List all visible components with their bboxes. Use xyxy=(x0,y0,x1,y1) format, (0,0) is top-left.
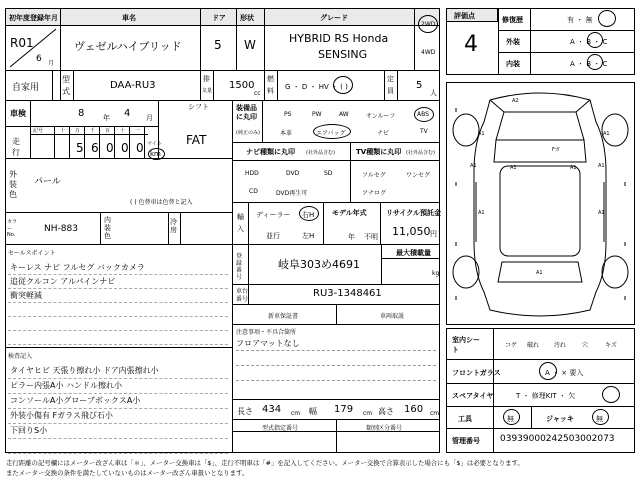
diagram-label: A1 xyxy=(570,165,577,171)
int-grade-label: 内装 xyxy=(506,60,520,68)
shift-label: シフト xyxy=(188,103,209,111)
header-first-reg: 初年度登録年月 xyxy=(9,14,58,22)
model-label-a: 型 xyxy=(62,75,70,84)
spare-options: T ・ 修理KIT ・ 欠 xyxy=(516,392,576,400)
diagram-label: A1 xyxy=(510,165,517,171)
equipment-subtitle: (純正のみ) xyxy=(236,130,260,136)
vehicle-grade-2: SENSING xyxy=(318,48,368,61)
capacity-unit: 人 xyxy=(430,89,437,97)
diagram-label: A1 xyxy=(598,163,605,169)
chassis-label-b: 番号 xyxy=(236,296,249,303)
recycle-unit: 円 xyxy=(430,230,437,238)
front-glass-label: フロントガラス xyxy=(452,369,501,377)
header-shape: 形状 xyxy=(240,14,254,22)
reg-no-label-a: 登録 xyxy=(236,253,243,267)
vehicle-displacement: 1500 xyxy=(229,80,255,91)
disp-label-b: 気量 xyxy=(202,88,213,94)
notes-title: 注意事項・不具合箇所 xyxy=(236,329,297,336)
interior-sheet-item: 汚れ xyxy=(554,342,567,349)
vehicle-model: DAA-RU3 xyxy=(110,80,156,91)
import-dealer: ディーラー xyxy=(256,211,291,219)
diagram-label: A1 xyxy=(598,210,605,216)
model-label-b: 式 xyxy=(62,87,70,96)
diagram-label: A1 xyxy=(478,131,485,137)
sales-point-line: キーレス ナビ フルセグ バックカメラ xyxy=(10,263,145,272)
tv-title: TV種類に丸印 xyxy=(356,148,402,156)
model-no-label: 型式指定番号 xyxy=(262,425,299,432)
reg-month-unit: 月 xyxy=(48,60,55,67)
inspector-title: 検査記入 xyxy=(8,353,33,360)
width-label: 幅 xyxy=(309,407,317,416)
vehicle-name: ヴェゼルハイブリッド xyxy=(74,40,182,53)
repair-circle xyxy=(598,10,616,27)
interior-sheet-label: 室内シート xyxy=(452,336,480,354)
equipment-item: PW xyxy=(312,111,322,118)
disp-label-a: 排 xyxy=(203,75,210,83)
jack-circle xyxy=(592,409,609,425)
fuel-label-a: 燃 xyxy=(267,75,274,83)
score-label: 評価点 xyxy=(454,12,475,20)
disp-unit: cc xyxy=(254,90,261,97)
inspection-month: 4 xyxy=(124,108,131,119)
color-no-label: カラーNo. xyxy=(7,219,18,238)
inspection-month-unit: 月 xyxy=(146,114,153,122)
tv-sub: (社外品含む) xyxy=(406,150,435,156)
ext-grade-circle xyxy=(587,32,603,48)
int-grade-circle xyxy=(587,54,603,70)
jack-value: 無 xyxy=(596,415,603,423)
chassis-value: RU3-1348461 xyxy=(313,288,382,299)
ext-grade-options: A ・ B ・ C xyxy=(570,38,608,46)
interior-sheet-item: キズ xyxy=(605,342,617,349)
mileage-header-4: 百 xyxy=(105,128,111,134)
color-no-value: NH-883 xyxy=(44,224,78,234)
management-label: 管理番号 xyxy=(452,437,480,445)
ext-grade-label: 外装 xyxy=(506,38,520,46)
inspector-line: タイヤヒビ 天張り擦れ小 ドア内張擦れ小 xyxy=(10,366,159,375)
mileage-header-3: 千 xyxy=(90,128,96,134)
front-glass-circle xyxy=(539,362,557,380)
model-year-title: モデル年式 xyxy=(332,209,367,217)
registration-value: 岐阜303め4691 xyxy=(278,258,360,271)
equipment-item: エアバッグ xyxy=(316,130,346,137)
car-diagram xyxy=(446,82,635,325)
equipment-item: PS xyxy=(284,111,292,118)
notes-text: フロアマットなし xyxy=(236,339,300,348)
header-name: 車名 xyxy=(122,14,136,22)
nav-item: CD xyxy=(249,188,258,195)
inspector-line: ピラー内張A小 ハンドル擦れ小 xyxy=(10,381,123,390)
interior-label: 内装色 xyxy=(104,216,111,240)
capacity-label-a: 定 xyxy=(387,75,394,83)
header-door: ドア xyxy=(212,14,226,22)
length-label: 長さ xyxy=(237,407,253,416)
height-unit: cm xyxy=(430,410,440,417)
max-load-unit: kg xyxy=(432,270,440,277)
mileage-header-6: 一 xyxy=(135,128,141,134)
vehicle-capacity: 5 xyxy=(416,80,423,91)
recycle-value: 11,050 xyxy=(392,225,431,238)
vehicle-shape: W xyxy=(244,38,256,52)
use-label: 自家用 xyxy=(12,83,40,93)
mileage-unit-top: マイル xyxy=(147,141,162,147)
fuel-label-b: 料 xyxy=(267,87,274,95)
jack-label: ジャッキ xyxy=(546,415,574,423)
diagram-label: A2 xyxy=(512,98,519,104)
import-label-a: 輸 xyxy=(237,213,244,221)
model-year-unit: 年 xyxy=(348,233,355,241)
mileage-digit-6: 0 xyxy=(136,141,144,155)
mileage-header-2: 万 xyxy=(75,128,81,134)
max-load-title: 最大積載量 xyxy=(396,249,431,257)
sales-point-line: 衝突軽減 xyxy=(10,291,42,300)
vehicle-drive: 2WD xyxy=(421,21,436,28)
exterior-color: パール xyxy=(34,177,61,187)
equipment-item: ABS xyxy=(417,111,429,118)
diagram-label: A1 xyxy=(536,270,543,276)
footer-line-1: 走行距離の記号欄にはメーター改ざん車は「＊」、メーター交換車は「$」、走行不明車は「#」を記入してください。メーター交換で合算表示した場合にも「$」は必要となります。 xyxy=(6,459,524,467)
interior-sheet-item: 穴 xyxy=(582,342,589,349)
right-h-circle xyxy=(299,206,319,221)
equipment-item: AW xyxy=(339,111,349,118)
nav-title: ナビ種類に丸印 xyxy=(246,148,295,156)
recycle-title: リサイクル預託金 xyxy=(386,209,442,217)
fuel-options: G ・ D ・ HV ・ ( ) xyxy=(285,83,348,91)
height-label: 高さ xyxy=(378,407,394,416)
inspector-line: 下回りS小 xyxy=(10,426,48,435)
sales-point-line: 追従クルコン アルパインナビ xyxy=(10,277,116,286)
import-right: 右H xyxy=(302,211,315,219)
mileage-header-1: 十 xyxy=(60,128,66,134)
ac-label: 冷房 xyxy=(170,218,177,234)
shift-value: FAT xyxy=(186,133,207,147)
equipment-item: サンルーフ xyxy=(366,113,396,120)
reg-slash xyxy=(6,27,60,70)
mileage-digit-2: 5 xyxy=(76,141,84,155)
spare-circle xyxy=(602,386,620,403)
score-value: 4 xyxy=(464,32,478,57)
airbag-circle xyxy=(313,124,351,139)
mileage-label-a: 走 xyxy=(12,137,20,146)
mileage-unit: km xyxy=(150,150,161,158)
chassis-label-a: 車台 xyxy=(236,288,249,295)
diagram-label: A1 xyxy=(603,131,610,137)
inspector-line: 外装小傷有 Fガラス飛び石小 xyxy=(10,411,113,420)
repair-label: 修復歴 xyxy=(502,16,523,24)
abs-circle xyxy=(414,107,434,122)
nav-item: SD xyxy=(324,170,333,177)
equipment-item: TV xyxy=(420,128,428,135)
exterior-label: 外装色 xyxy=(9,170,17,199)
header-grade: グレード xyxy=(320,14,348,22)
reg-year: R01 xyxy=(10,36,34,50)
management-value: 0393900024250300​2073 xyxy=(500,434,615,444)
mileage-digit-4: 0 xyxy=(106,141,114,155)
mileage-header-5: 十 xyxy=(120,128,126,134)
inspection-year-unit: 年 xyxy=(103,114,110,122)
tv-item: ワンセグ xyxy=(406,172,431,179)
interior-sheet-item: 破れ xyxy=(527,342,540,349)
nav-item: DVD再生可 xyxy=(276,190,308,197)
diagram-label: A1 xyxy=(478,210,485,216)
diagram-label: Fガ xyxy=(552,147,560,153)
import-parallel: 並行 xyxy=(266,232,280,240)
import-label-b: 入 xyxy=(237,225,244,233)
class-no-label: 類別区分番号 xyxy=(366,425,403,432)
tools-label: 工具 xyxy=(458,415,472,423)
front-glass-options: A ・ × 要入 xyxy=(545,369,584,377)
equipment-item: ナビ xyxy=(377,130,390,137)
equipment-title: 装備品に丸印 xyxy=(236,104,257,121)
mileage-digit-5: 0 xyxy=(121,141,129,155)
repair-options: 有 ・ 無 xyxy=(567,16,593,24)
reg-no-label-b: 番号 xyxy=(236,267,243,281)
tv-item: アナログ xyxy=(362,190,387,197)
interior-sheet-item: コゲ xyxy=(505,342,518,349)
tools-circle xyxy=(503,409,520,425)
warranty-manual: 車両取説 xyxy=(380,313,405,320)
mileage-digit-3: 6 xyxy=(91,141,99,155)
vehicle-grade-1: HYBRID RS Honda xyxy=(289,32,389,45)
exterior-note: ( ) 色替車は色替と記入 xyxy=(130,199,193,206)
mileage-label-b: 行 xyxy=(12,148,20,157)
inspection-label: 車検 xyxy=(10,109,26,118)
length-value: 434 xyxy=(262,404,282,415)
import-left: 左H xyxy=(302,232,315,240)
footer-line-2: またメーター交換の条件を満たしていないものはメーター改ざん車扱いとなります。 xyxy=(6,469,249,477)
length-unit: cm xyxy=(291,410,301,417)
fuel-selected-circle xyxy=(333,76,353,94)
equipment-item: 本革 xyxy=(280,130,293,137)
nav-sub: (社外品含む) xyxy=(306,150,335,156)
reg-month: 6 xyxy=(36,54,42,64)
warranty-new: 新車保証書 xyxy=(268,313,299,320)
capacity-label-b: 員 xyxy=(387,87,394,95)
mileage-header-0: 記号 xyxy=(33,128,44,134)
width-unit: cm xyxy=(363,410,373,417)
diagram-label: A1 xyxy=(470,163,477,169)
tv-item: フルセグ xyxy=(362,172,386,179)
int-grade-options: A ・ B ・ C xyxy=(570,60,608,68)
width-value: 179 xyxy=(334,404,354,415)
model-year-unknown: 不明 xyxy=(364,233,378,241)
inspection-year: 8 xyxy=(78,108,85,119)
vehicle-drive-alt: 4WD xyxy=(421,49,436,56)
nav-item: DVD xyxy=(286,170,300,177)
vehicle-doors: 5 xyxy=(214,38,222,52)
inspector-line: コンソールA小グローブボックスA小 xyxy=(10,396,141,405)
nav-item: HDD xyxy=(245,170,259,177)
height-value: 160 xyxy=(404,404,424,415)
tools-value: 無 xyxy=(507,415,514,423)
sales-point-title: セールスポイント xyxy=(8,250,56,257)
spare-label: スペアタイヤ xyxy=(452,392,494,400)
